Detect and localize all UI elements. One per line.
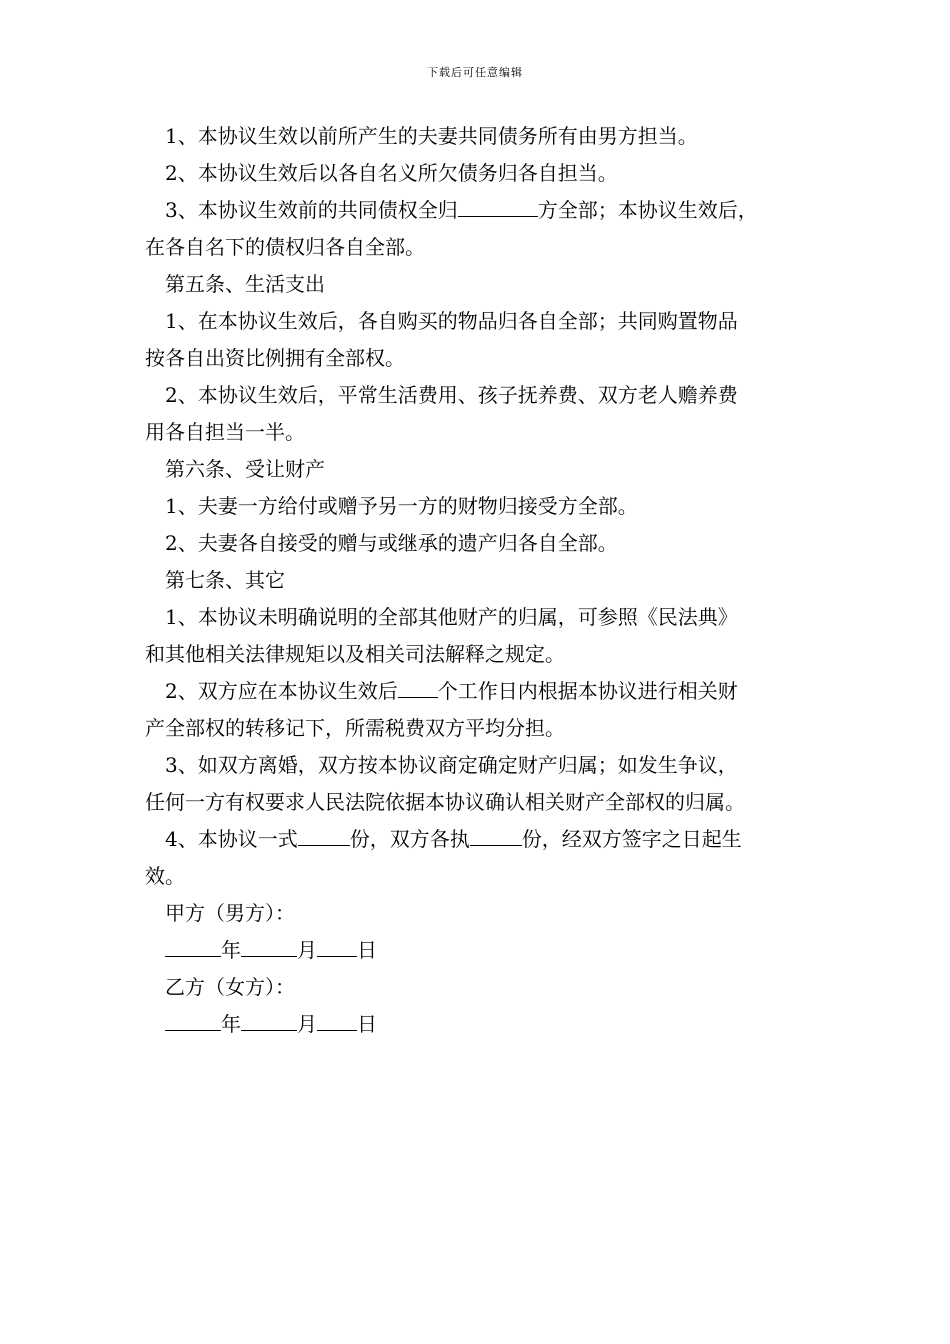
blank-field [470,821,522,846]
paragraph: 任何一方有权要求人民法院依据本协议确认相关财产全部权的归属。 [145,790,745,814]
blank-field [398,673,438,698]
year-blank [165,1006,221,1031]
text: 份，经双方签字之日起生 [521,827,742,851]
year-blank [165,932,221,957]
paragraph: 2、本协议生效后，平常生活费用、孩子抚养费、双方老人赡养费 [165,383,738,407]
paragraph: 按各自出资比例拥有全部权。 [145,346,405,370]
section-heading: 第六条、受让财产 [165,457,325,481]
header-note: 下载后可任意编辑 [427,66,523,79]
day-label: 日 [357,938,377,962]
text: 4、本协议一式 [165,827,298,851]
paragraph: 用各自担当一半。 [145,420,305,444]
paragraph: 产全部权的转移记下，所需税费双方平均分担。 [145,716,565,740]
year-label: 年 [221,1012,241,1036]
paragraph: 1、夫妻一方给付或赠予另一方的财物归接受方全部。 [165,494,638,518]
paragraph: 1、本协议生效以前所产生的夫妻共同债务所有由男方担当。 [165,124,698,148]
text: 个工作日内根据本协议进行相关财 [437,679,738,703]
paragraph: 和其他相关法律规矩以及相关司法解释之规定。 [145,642,565,666]
paragraph: 在各自名下的债权归各自全部。 [145,235,425,259]
day-label: 日 [357,1012,377,1036]
paragraph: 2、夫妻各自接受的赠与或继承的遗产归各自全部。 [165,531,618,555]
date-line-b [145,1006,825,1043]
party-a-label: 甲方（男方）： [165,901,295,925]
year-label: 年 [221,938,241,962]
document-body [145,118,825,1043]
blank-field [298,821,350,846]
party-b-label: 乙方（女方）： [165,975,295,999]
section-heading: 第五条、生活支出 [165,272,325,296]
month-label: 月 [297,938,317,962]
text: 3、本协议生效前的共同债权全归 [165,198,458,222]
paragraph: 效。 [145,864,185,888]
text: 2、双方应在本协议生效后 [165,679,398,703]
paragraph: 2、本协议生效后以各自名义所欠债务归各自担当。 [165,161,618,185]
blank-field [458,192,538,217]
month-label: 月 [297,1012,317,1036]
paragraph: 1、本协议未明确说明的全部其他财产的归属，可参照《民法典》 [165,605,738,629]
paragraph: 1、在本协议生效后，各自购买的物品归各自全部；共同购置物品 [165,309,738,333]
day-blank [317,932,357,957]
paragraph [145,673,825,710]
text: 方全部；本协议生效后， [537,198,758,222]
paragraph [145,821,825,858]
month-blank [241,1006,297,1031]
section-heading: 第七条、其它 [165,568,285,592]
text: 份，双方各执 [349,827,470,851]
paragraph [145,192,825,229]
day-blank [317,1006,357,1031]
month-blank [241,932,297,957]
paragraph: 3、如双方离婚，双方按本协议商定确定财产归属；如发生争议， [165,753,738,777]
date-line-a [145,932,825,969]
